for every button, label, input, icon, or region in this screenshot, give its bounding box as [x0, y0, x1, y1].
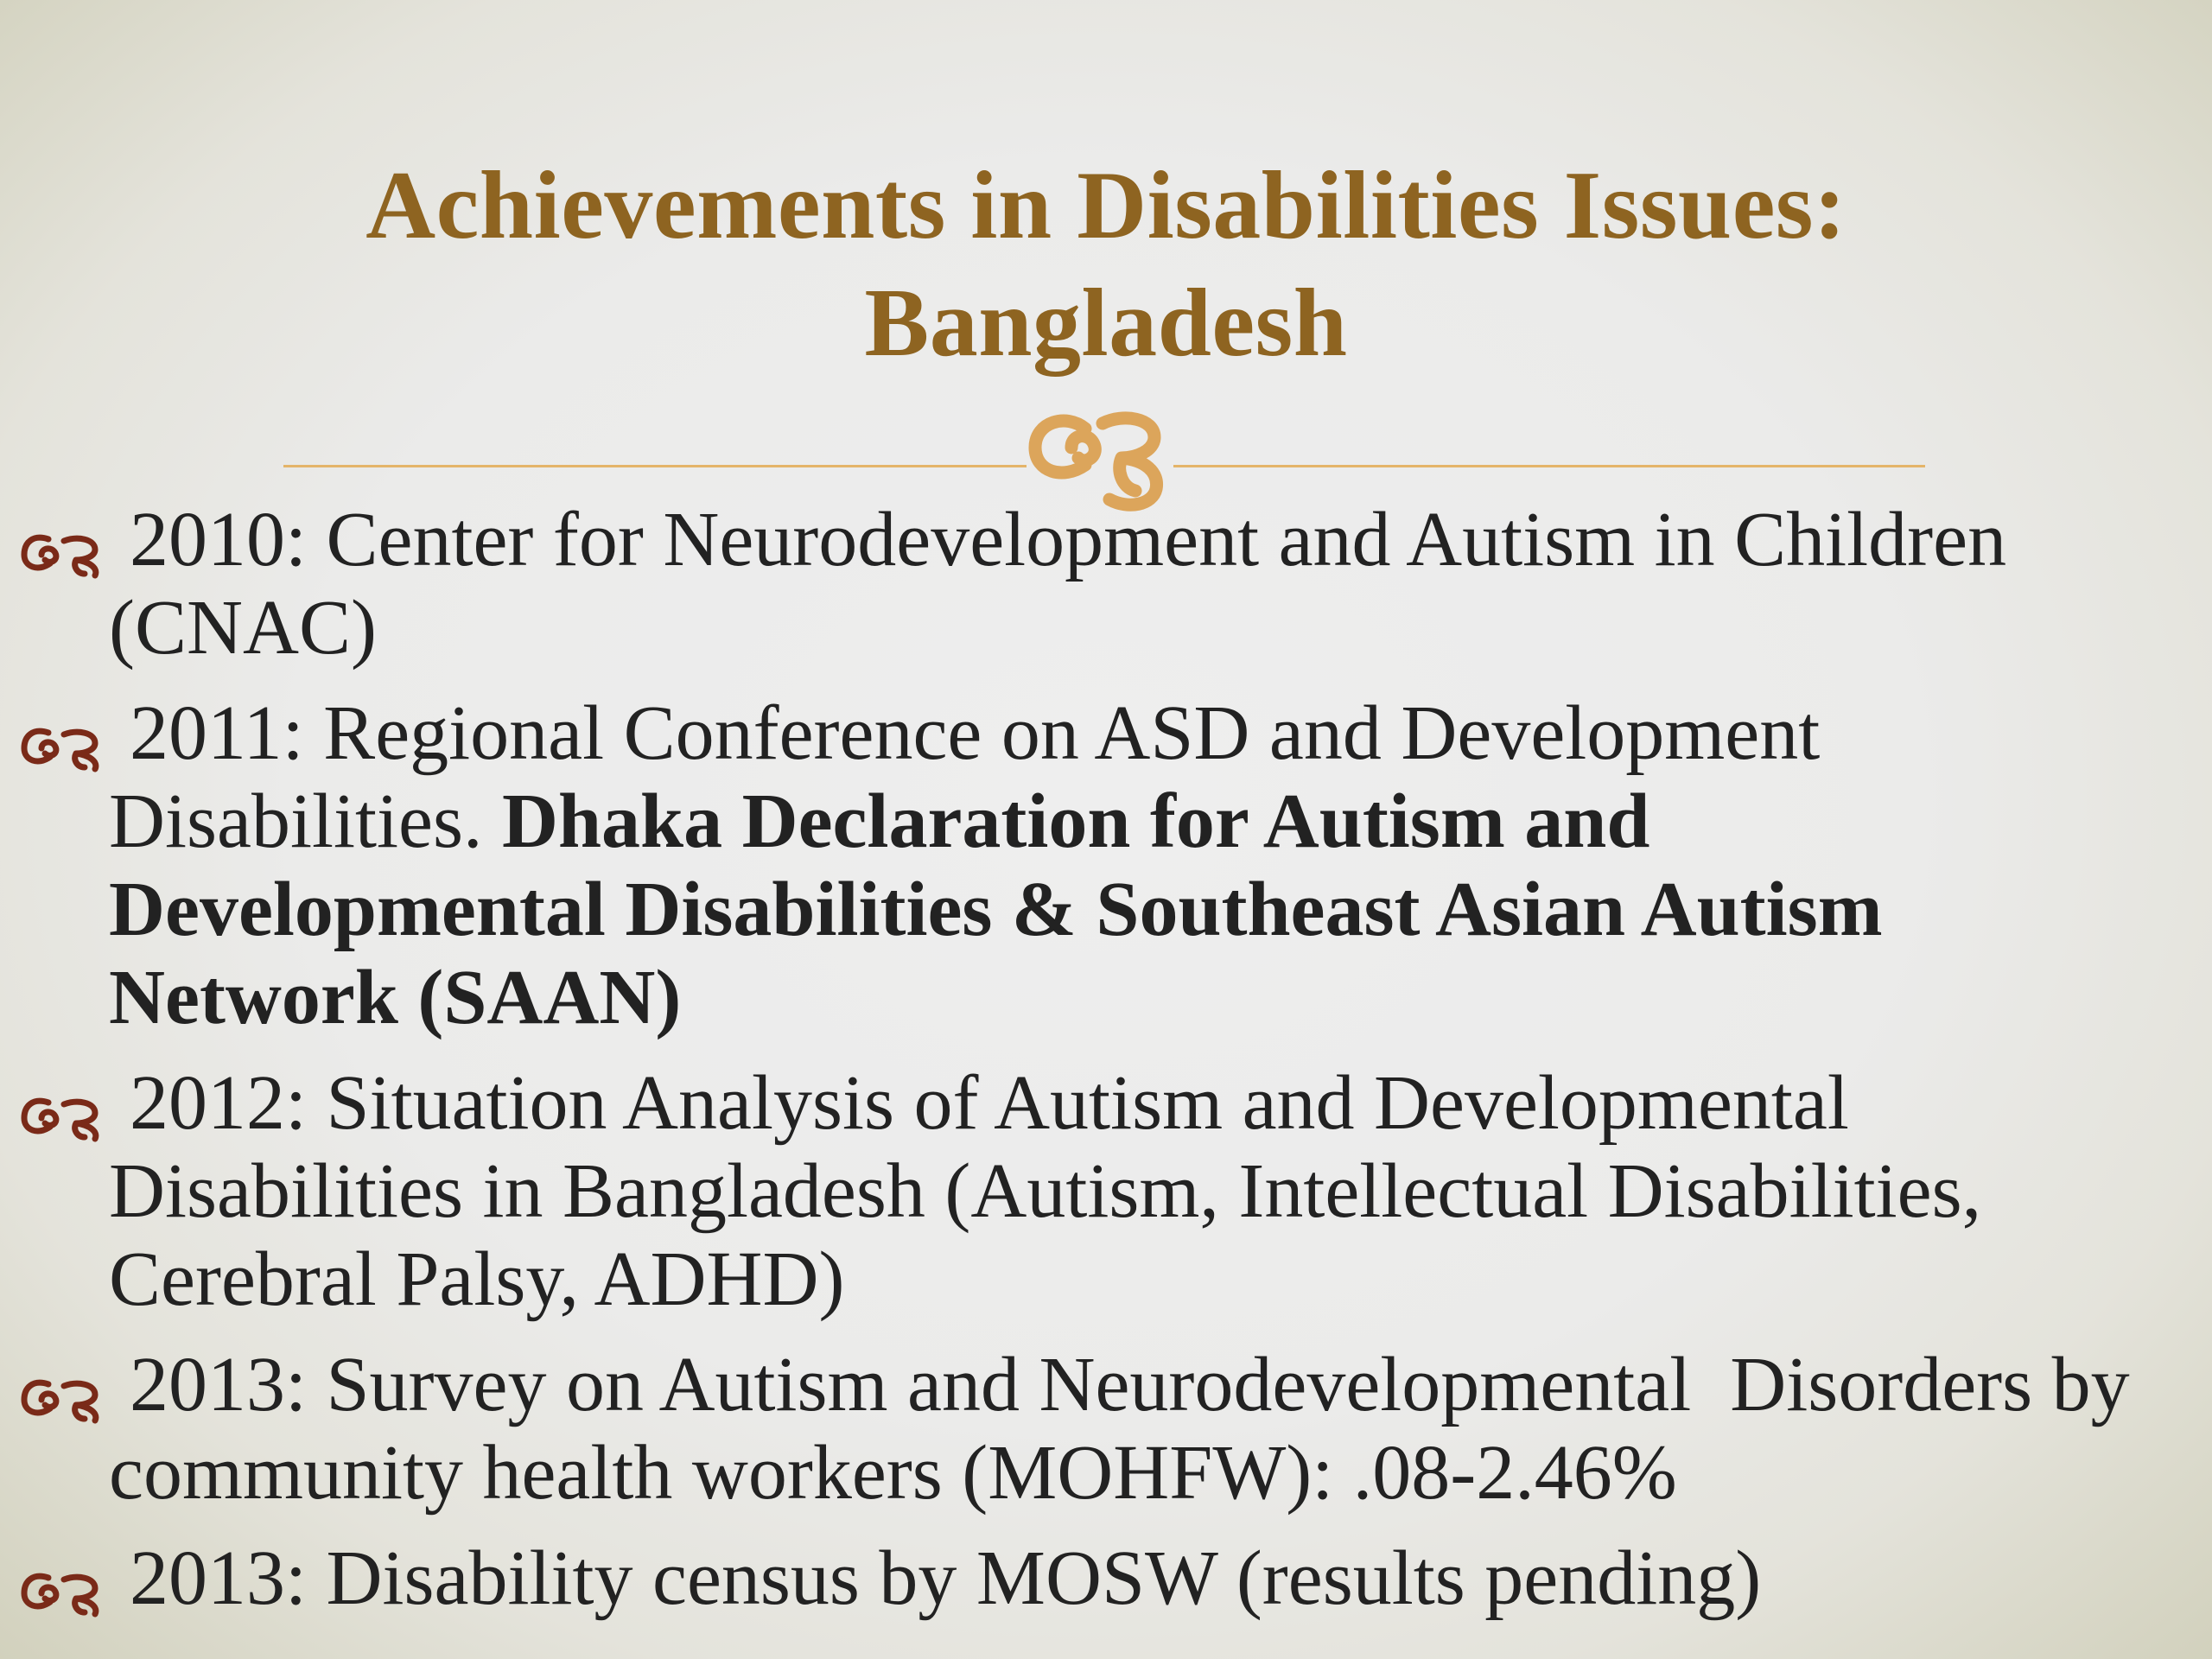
dhaka-declaration-bold-text: Dhaka Declaration for Autism and: [501, 779, 1650, 864]
dhaka-declaration-bold-text: Network (SAAN): [109, 955, 682, 1040]
bullet-list: [0, 496, 2212, 1640]
bullet-item-2011-conference: [0, 690, 2212, 1042]
bullet-text-line: [109, 778, 2212, 866]
bullet-text-line: 2013: Disability census by MOSW (results pending): [130, 1535, 1762, 1621]
bullet-item-2010-cnac: [0, 496, 2212, 672]
bullet-text-line: 2012: Situation Analysis of Autism and Developmental: [130, 1060, 1849, 1146]
title-line-1: Achievements in Disabilities Issues:: [365, 152, 1847, 259]
bullet-item-2013-survey: [0, 1341, 2212, 1517]
bullet-text-line: 2013: Survey on Autism and Neurodevelopmental Disorders by: [130, 1342, 2130, 1427]
bullet-text-line: community health workers (MOHFW): .08-2.46%: [109, 1430, 1677, 1516]
bullet-item-2013-census: [0, 1535, 2212, 1623]
divider-line-right: [1173, 465, 1925, 467]
swirl-bullet-icon: [21, 529, 100, 579]
bullet-text-line: (CNAC): [109, 585, 377, 671]
bullet-text-plain: Disabilities.: [109, 779, 502, 864]
bullet-item-2012-situation-analysis: [0, 1059, 2212, 1324]
title-line-2: Bangladesh: [864, 270, 1348, 377]
swirl-bullet-icon: [21, 1374, 100, 1424]
bullet-text-line: 2010: Center for Neurodevelopment and Autism in Children: [130, 497, 2007, 582]
swirl-bullet-icon: [21, 722, 100, 772]
swirl-bullet-icon: [21, 1092, 100, 1142]
dhaka-declaration-bold-text: Developmental Disabilities & Southeast Asian Autism: [109, 867, 1883, 952]
bullet-text-line: 2011: Regional Conference on ASD and Development: [130, 690, 1821, 776]
divider-line-left: [283, 465, 1027, 467]
swirl-bullet-icon: [21, 1567, 100, 1618]
bullet-text-line: Cerebral Palsy, ADHD): [109, 1236, 845, 1322]
slide-title: [0, 147, 2212, 382]
bullet-text-line: Disabilities in Bangladesh (Autism, Intellectual Disabilities,: [109, 1148, 1982, 1234]
